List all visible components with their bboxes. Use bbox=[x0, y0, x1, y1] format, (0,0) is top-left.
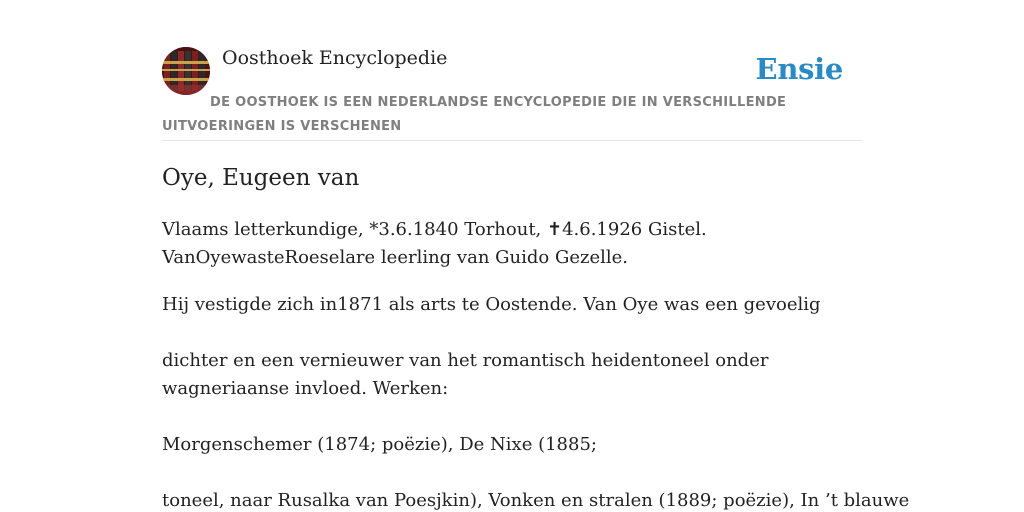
article-paragraph: Morgenschemer (1874; poëzie), De Nixe (1885; bbox=[162, 434, 597, 455]
encyclopedia-books-icon bbox=[162, 47, 210, 95]
ensie-brand-link[interactable]: Ensie bbox=[755, 52, 843, 86]
article bbox=[162, 160, 910, 511]
article-paragraph: Vlaams letterkundige, *3.6.1840 Torhout, ✝4.6.1926 Gistel. VanOyewasteRoeselare leerling van Guido Gezelle. bbox=[162, 219, 707, 268]
site-name[interactable]: Oosthoek Encyclopedie bbox=[222, 47, 448, 69]
site-tagline: DE OOSTHOEK IS EEN NEDERLANDSE ENCYCLOPEDIE DIE IN VERSCHILLENDE UITVOERINGEN IS VERSCHENEN bbox=[162, 95, 787, 134]
article-paragraph: Hij vestigde zich in1871 als arts te Oostende. Van Oye was een gevoelig bbox=[162, 294, 821, 315]
article-paragraph: toneel, naar Rusalka van Poesjkin), Vonken en stralen (1889; poëzie), In ’t blauwe bbox=[162, 490, 910, 511]
site-header bbox=[162, 38, 862, 141]
article-paragraph: dichter en een vernieuwer van het romantisch heidentoneel onder wagneriaanse invloed. Werken: bbox=[162, 350, 769, 399]
article-title: Oye, Eugeen van bbox=[162, 165, 360, 191]
site-logo[interactable] bbox=[162, 47, 210, 95]
